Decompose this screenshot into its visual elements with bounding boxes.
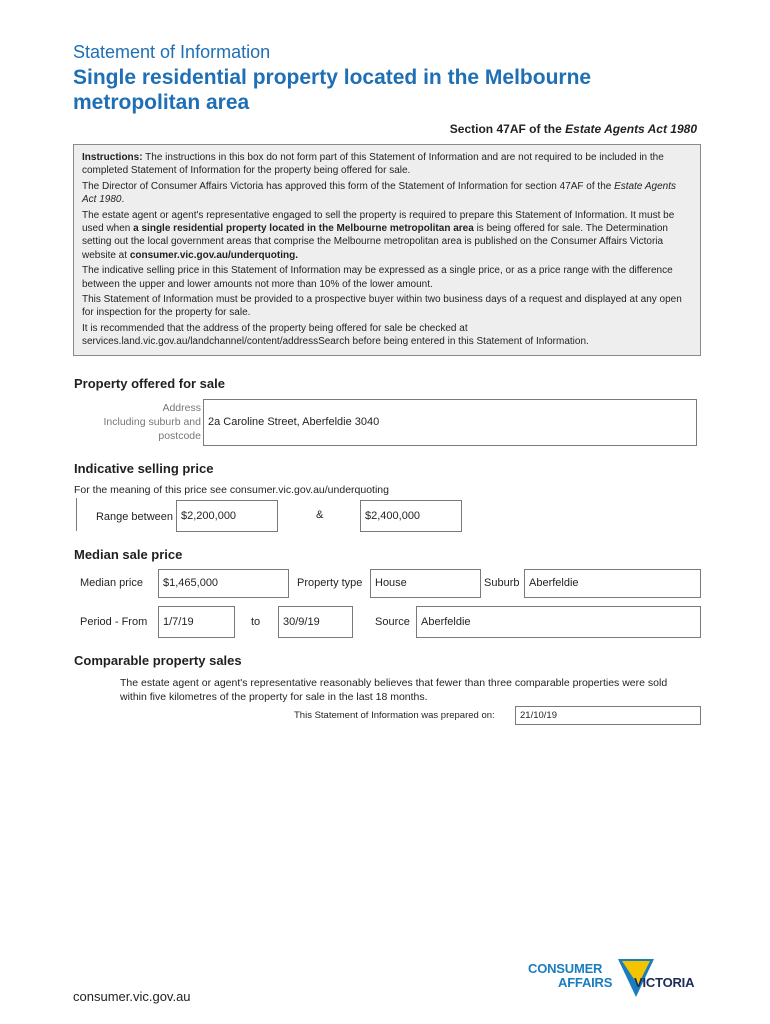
median-price-label: Median price: [80, 577, 143, 589]
logo-line2: AFFAIRS: [558, 975, 613, 990]
prepared-label: This Statement of Information was prepared on:: [294, 710, 495, 721]
comparable-heading: Comparable property sales: [74, 653, 242, 668]
instructions-box: [73, 144, 701, 356]
instructions-label: Instructions:: [82, 152, 143, 163]
property-type-field[interactable]: House: [370, 569, 481, 598]
range-label: Range between: [95, 511, 173, 523]
suburb-field[interactable]: Aberfeldie: [524, 569, 701, 598]
footer-url[interactable]: consumer.vic.gov.au: [73, 989, 191, 1004]
instructions-p2-act: Estate Agents Act 1980: [82, 180, 676, 206]
instructions-p6: It is recommended that the address of the property being offered for sale be checked at services.land.vic.gov.au/landchannel/content/addressSearch before being entered in this Statement of Information.: [82, 322, 589, 348]
median-price-field[interactable]: $1,465,000: [158, 569, 289, 598]
address-label-line3: postcode: [158, 430, 201, 442]
consumer-affairs-victoria-logo: [528, 957, 703, 1005]
instructions-p3-bold: a single residential property located in the Melbourne metropolitan area: [133, 223, 474, 235]
range-low-field[interactable]: $2,200,000: [176, 500, 278, 532]
instructions-p2: [82, 180, 692, 207]
logo-line3: VICTORIA: [634, 975, 695, 990]
comparable-text: The estate agent or agent's representative reasonably believes that fewer than three comparable properties were sold within five kilometres of the property for sale in the last 18 months.: [120, 677, 668, 703]
instructions-p2-end: .: [121, 194, 125, 206]
address-label-line2: Including suburb and: [103, 416, 201, 428]
property-heading: Property offered for sale: [74, 376, 225, 391]
underquoting-link[interactable]: consumer.vic.gov.au/underquoting.: [129, 249, 298, 261]
instructions-p2-text: The Director of Consumer Affairs Victoria has approved this form of the Statement of Information for section 47AF of the: [82, 180, 615, 192]
range-ampersand: &: [316, 509, 324, 521]
period-from-field[interactable]: 1/7/19: [158, 606, 235, 638]
instructions-p4: The indicative selling price in this Statement of Information may be expressed as a single price, or as a price range with the difference between the upper and lower amounts not more than 10% of the lower amount.: [82, 265, 673, 290]
section-reference: [450, 122, 697, 136]
logo-line1: CONSUMER: [528, 961, 603, 976]
property-type-label: Property type: [297, 577, 363, 589]
section-prefix: Section 47AF of the: [449, 122, 566, 136]
period-to-label: to: [251, 616, 261, 628]
instructions-p3: [82, 209, 692, 263]
source-label: Source: [375, 616, 410, 628]
median-heading: Median sale price: [74, 547, 183, 562]
range-high-field[interactable]: $2,400,000: [360, 500, 462, 532]
instructions-p3-a: The estate agent or agent's representative engaged to sell the property is required to prepare this Statement of Information. It must be used when: [82, 209, 675, 235]
instructions-p1-text: The instructions in this box do not form part of this Statement of Information and are not required to be included in the completed Statement of Information for the property being offered for sale.: [82, 152, 664, 177]
instructions-p3-b: is being offered for sale. The Determination setting out the local government areas that comprise the Melbourne metropolitan area is published on the Consumer Affairs Victoria website at: [82, 223, 668, 261]
form-subtitle: Statement of Information: [73, 42, 271, 62]
address-label: [80, 401, 201, 443]
instructions-p1: [82, 151, 692, 178]
source-field[interactable]: Aberfeldie: [416, 606, 701, 638]
prepared-date-field[interactable]: 21/10/19: [515, 706, 701, 725]
instructions-p5: This Statement of Information must be provided to a prospective buyer within two business days of a request and displayed at any open for inspection for the property for sale.: [82, 294, 682, 319]
indicative-heading: Indicative selling price: [74, 461, 214, 476]
address-field[interactable]: 2a Caroline Street, Aberfeldie 3040: [203, 399, 697, 446]
page-title: Single residential property located in the Melbourne metropolitan area: [73, 66, 592, 114]
section-act: Estate Agents Act 1980: [565, 122, 697, 136]
address-label-line1: Address: [162, 402, 201, 414]
period-from-label: Period - From: [80, 616, 148, 628]
range-divider: [76, 498, 77, 531]
suburb-label: Suburb: [484, 577, 520, 589]
indicative-note: For the meaning of this price see consumer.vic.gov.au/underquoting: [74, 484, 389, 496]
period-to-field[interactable]: 30/9/19: [278, 606, 353, 638]
